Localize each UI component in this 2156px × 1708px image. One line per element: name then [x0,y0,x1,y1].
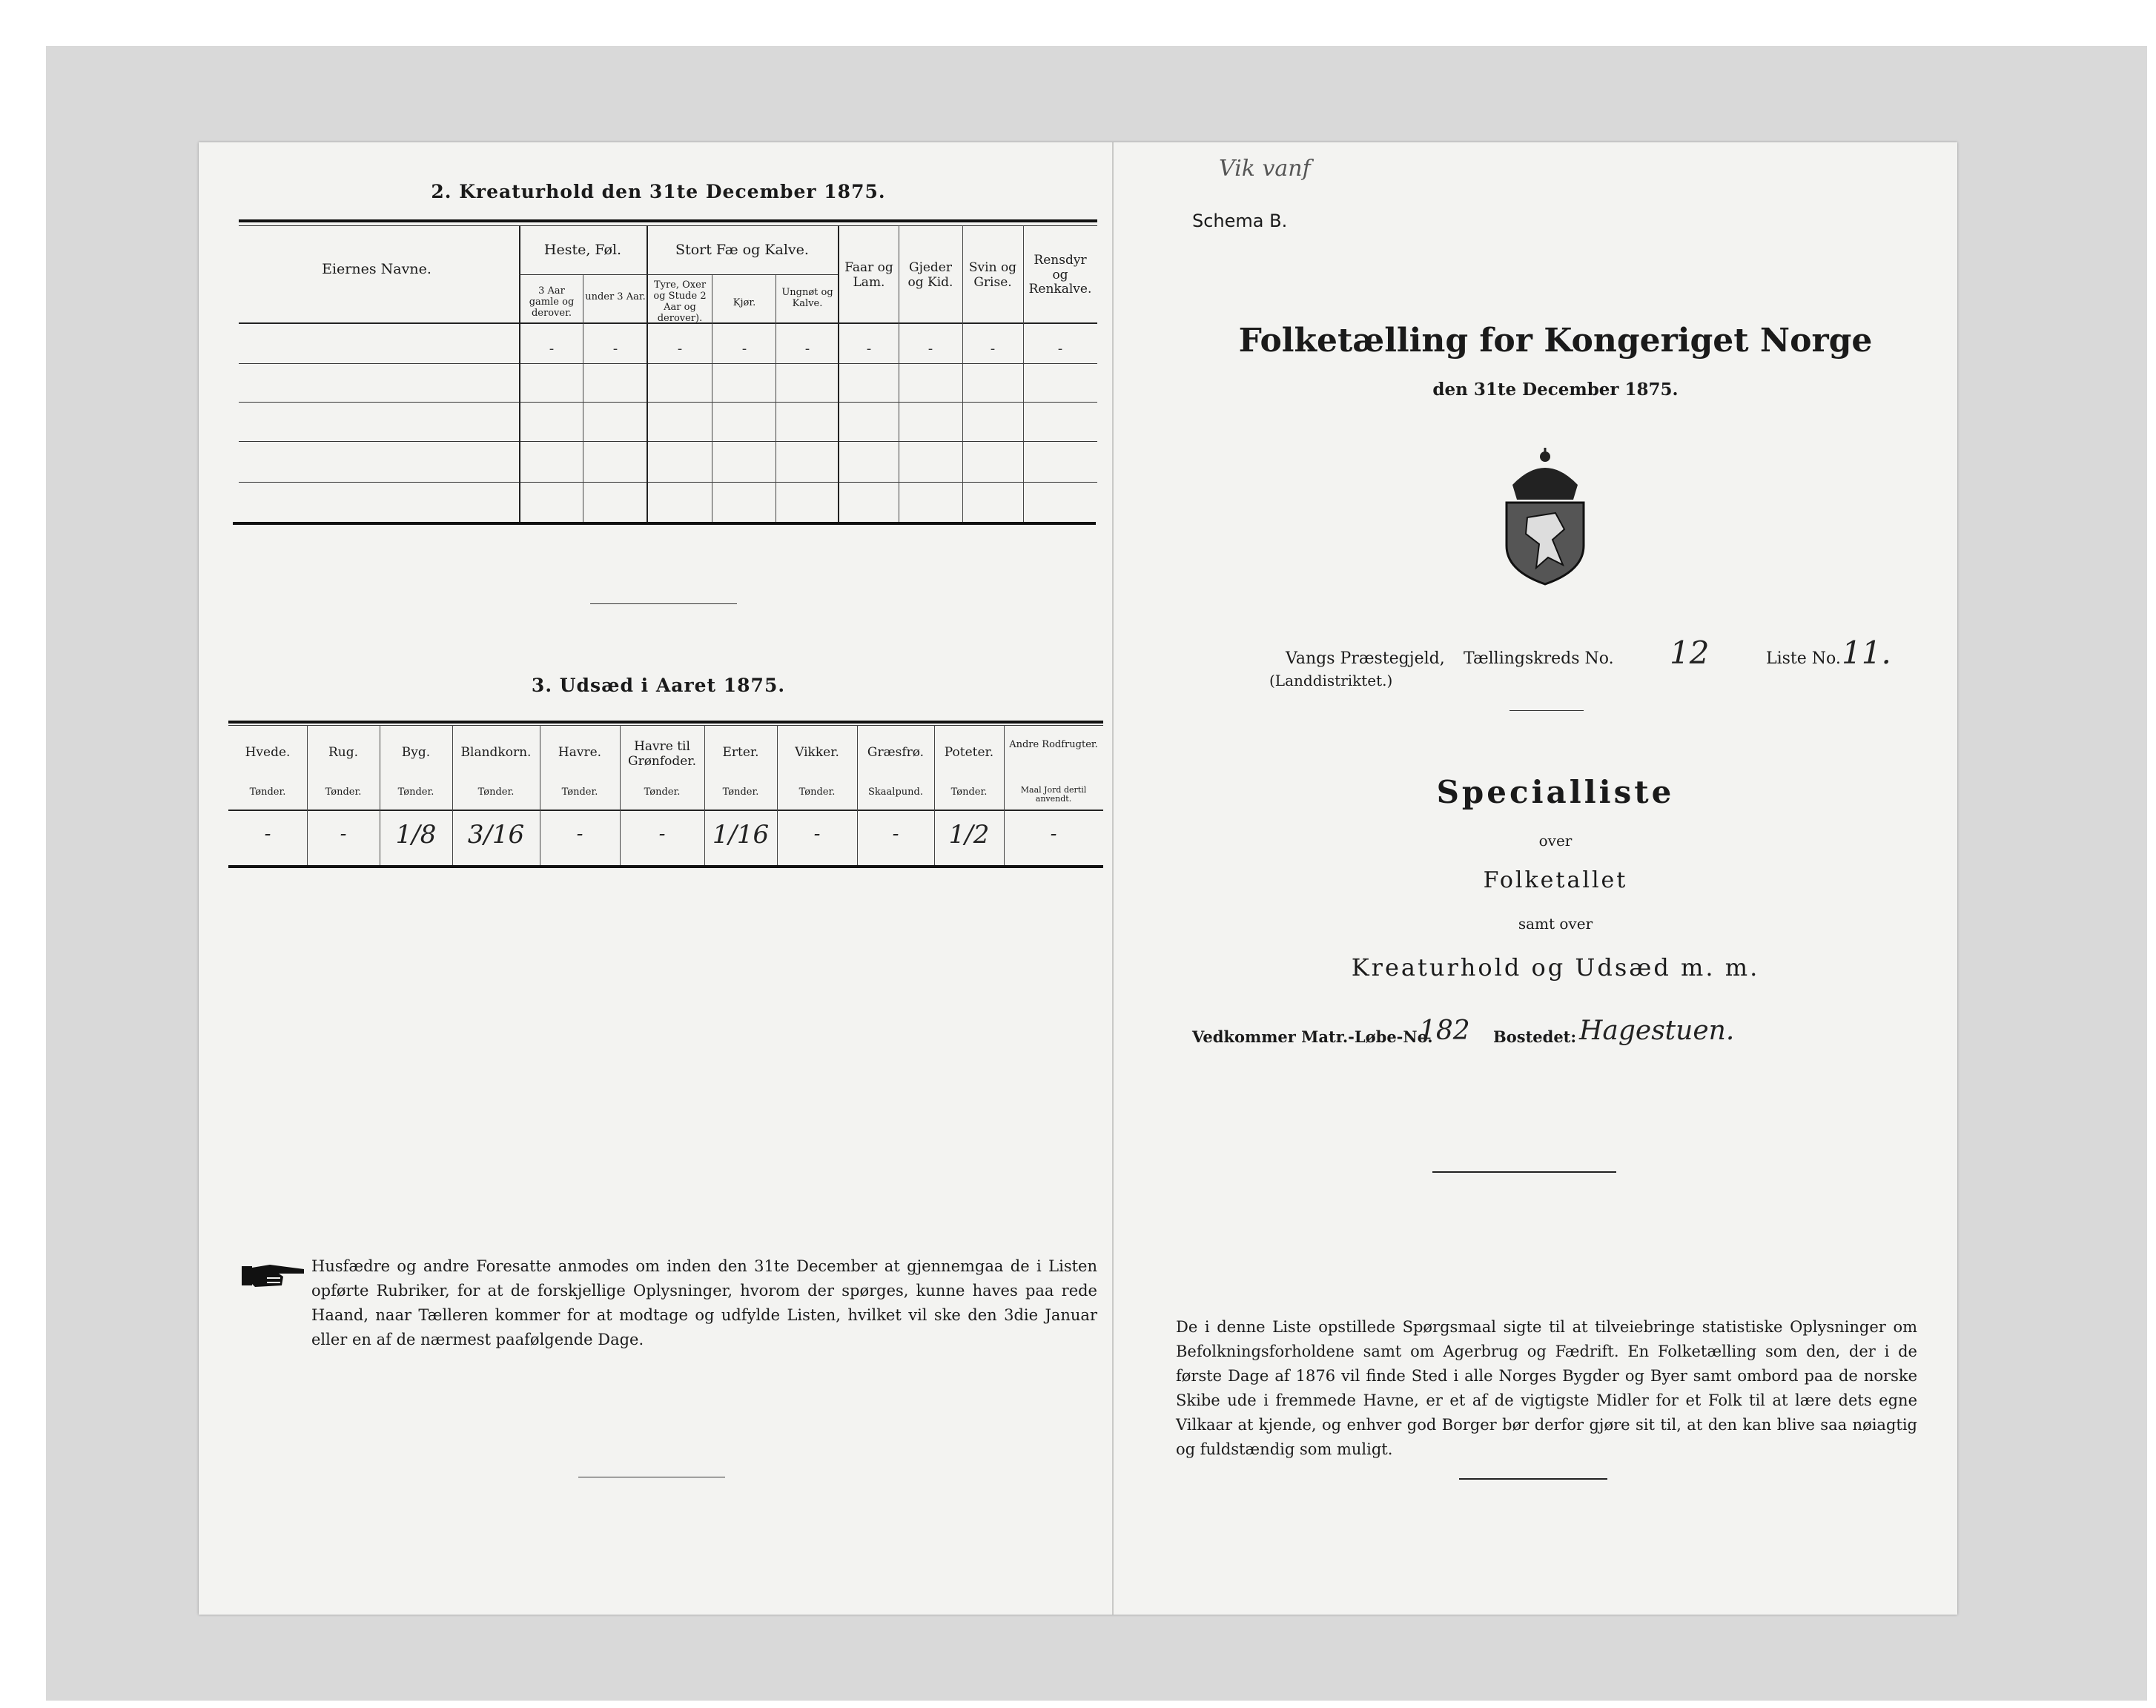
bostedet-value: Hagestuen. [1579,1016,1735,1046]
divider [1509,710,1584,711]
margin-note: Vik vanf [1219,156,1311,182]
seed-col-name: Græsfrø. [867,745,925,760]
header-heste-sub1: 3 Aar gamle og derover. [529,285,575,319]
divider [1432,1171,1616,1173]
livestock-mark: - [804,341,810,357]
seed-col-unit: Tønder. [397,787,434,798]
footer-text: De i denne Liste opstillede Spørgsmaal sigte til at tilveiebringe statistiske Oplysninger om Befolkningsforholdene samt om Agerbrug og Fædrift. En Folketælling som den, der i de første Dage af 1876 vil finde Sted i alle Norges Bygder og Byer samt ombord paa de norske Skibe ude i fremmede Havne, er et af de vigtigste Midler for et Folk til at lære dets egne Vilkaar at kjende, og enhver god Borger bør derfor gjøre sit til, at den kan blive saa nøiagtig og fuldstændig som muligt. [1176,1318,1917,1458]
header-owner: Eiernes Navne. [322,261,431,277]
prestegjeld-label: Vangs Præstegjeld, [1286,649,1445,668]
seed-col-name: Hvede. [245,745,291,760]
seed-col-name: Rug. [328,745,359,760]
seed-col-name: Poteter. [944,745,994,760]
header-stort-sub1: Tyre, Oxer og Stude 2 Aar og derover). [653,279,707,324]
seed-col-name: Erter. [722,745,759,760]
samt-over-label: samt over [1518,915,1593,933]
page-fold [1112,142,1114,1615]
header-stort-sub3: Ungnøt og Kalve. [781,287,833,309]
notice-text: Husfædre og andre Foresatte anmodes om inden den 31te December at gjennemgaa de i Listen opførte Rubriker, for at de forskjellige Oplysninger, hvorom der spørges, kunne haves paa rede Haand, naar Tælleren kommer for at modtage og udfylde Listen, hvilket vil ske den 3die Januar eller en af de nærmest paafølgende Dage. [311,1257,1097,1348]
seed-col-unit: Tønder. [798,787,836,798]
livestock-mark: - [927,341,933,357]
divider [1459,1478,1607,1480]
header-gjeder: Gjeder og Kid. [907,260,953,290]
matr-number: 182 [1419,1016,1470,1046]
seed-col-unit: Tønder. [477,787,515,798]
livestock-mark: - [741,341,747,357]
kreaturhold-heading: Kreaturhold og Udsæd m. m. [1351,953,1760,982]
header-svin: Svin og Grise. [968,260,1017,290]
livestock-mark: - [1057,341,1063,357]
folketallet-heading: Folketallet [1483,867,1628,893]
seed-value: - [264,823,271,845]
seed-col-name: Byg. [401,745,431,760]
seed-col-unit: Maal Jord dertil anvendt. [1020,785,1087,804]
seed-col-name: Havre. [558,745,602,760]
livestock-mark: - [990,341,996,357]
seed-value: 3/16 [467,820,525,850]
seed-col-name: Blandkorn. [460,745,532,760]
pointing-hand-icon [240,1260,307,1291]
schema-label: Schema B. [1192,211,1288,231]
landdistrikt-label: (Landdistriktet.) [1269,672,1393,689]
liste-label: Liste No. [1766,649,1841,668]
section3-title: 3. Udsæd i Aaret 1875. [531,675,786,696]
section2-title: 2. Kreaturhold den 31te December 1875. [431,181,886,202]
seed-value: 1/16 [712,820,770,850]
coat-of-arms-icon [1496,446,1594,587]
matr-label: Vedkommer Matr.-Løbe-No. [1192,1027,1433,1046]
seed-col-unit: Tønder. [561,787,598,798]
seed-col-name: Vikker. [795,745,839,760]
over-label: over [1538,832,1573,850]
seed-value: - [340,823,347,845]
livestock-mark: - [866,341,872,357]
seed-col-unit: Tønder. [644,787,681,798]
seed-col-name: Andre Rodfrugter. [1009,739,1098,750]
seed-col-unit: Tønder. [325,787,362,798]
seed-col-unit: Tønder. [722,787,759,798]
seed-value: 1/8 [395,820,437,850]
header-heste-sub2: under 3 Aar. [585,291,646,302]
seed-col-unit: Skaalpund. [868,787,923,798]
divider [590,603,737,604]
seed-col-unit: Tønder. [950,787,988,798]
specialliste-heading: Specialliste [1436,774,1675,810]
kreds-label: Tællingskreds No. [1464,649,1614,668]
seed-value: - [1050,823,1057,845]
header-heste: Heste, Føl. [543,242,622,258]
seed-value: - [892,823,899,845]
bostedet-label: Bostedet: [1493,1027,1577,1046]
kreds-number: 12 [1670,635,1710,671]
seed-value: 1/2 [948,820,990,850]
page-title: Folketælling for Kongeriget Norge [1238,322,1873,360]
livestock-mark: - [677,341,683,357]
seed-value: - [658,823,666,845]
livestock-mark: - [549,341,555,357]
livestock-mark: - [612,341,618,357]
seed-col-name: Havre til Grønfoder. [627,739,697,769]
page-date: den 31te December 1875. [1432,380,1679,400]
seed-col-unit: Tønder. [249,787,286,798]
census-sheet [199,142,1957,1615]
header-stort-sub2: Kjør. [733,297,756,308]
header-faar: Faar og Lam. [844,260,893,290]
seed-value: - [813,823,821,845]
header-rensdyr: Rensdyr og Renkalve. [1028,253,1092,297]
liste-number: 11. [1842,635,1891,671]
header-stort: Stort Fæ og Kalve. [675,242,809,258]
seed-value: - [576,823,583,845]
